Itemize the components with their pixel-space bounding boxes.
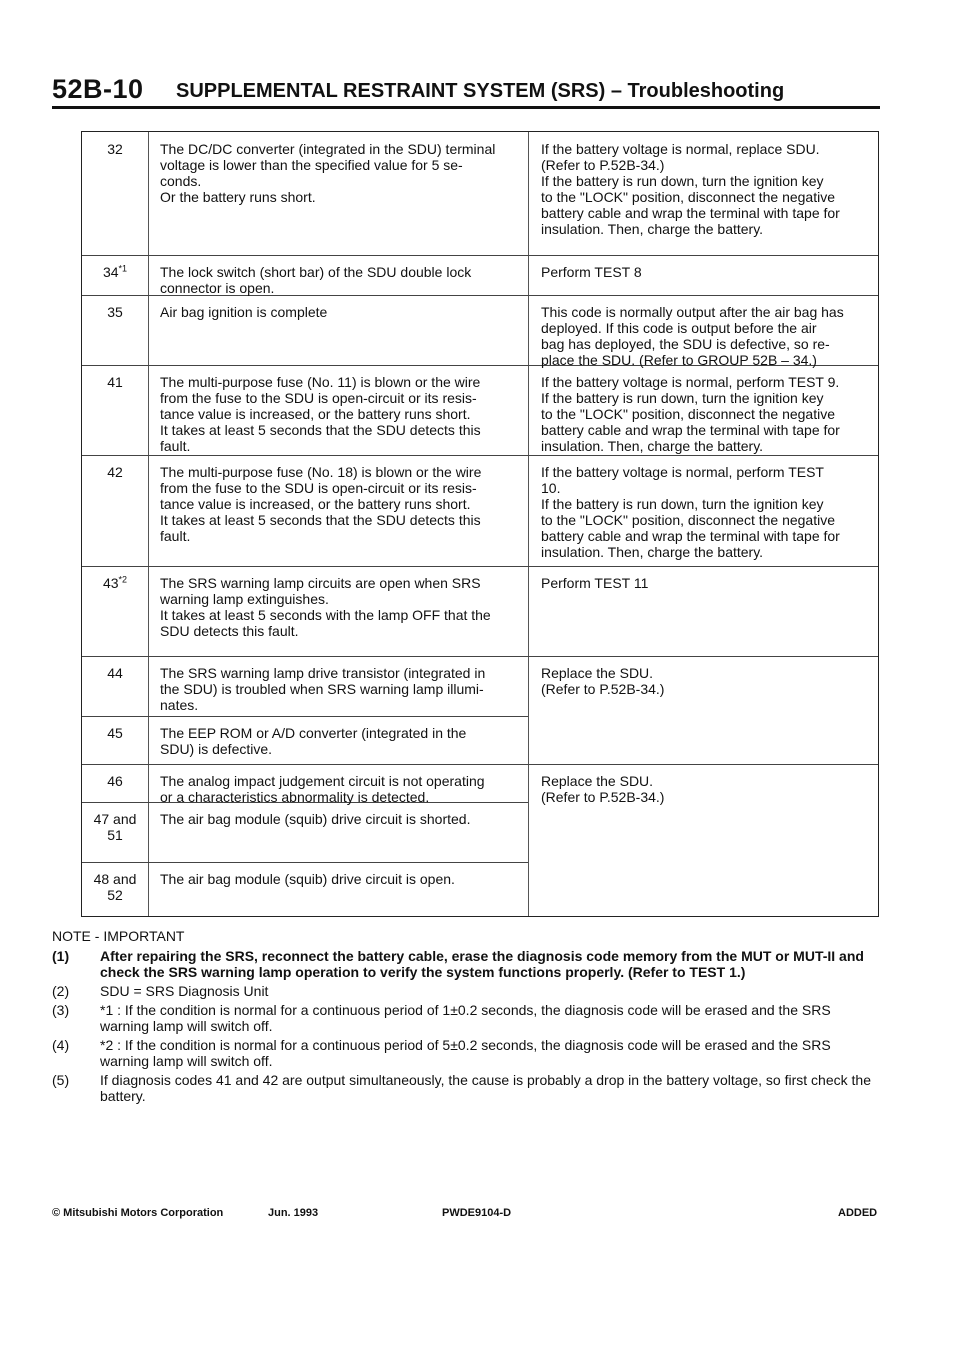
cause-line: nates. [160,697,199,713]
probable-cause [160,304,522,320]
diagnosis-code [82,575,148,591]
note-1 [52,948,882,980]
remedy-line: If the battery is run down, turn the ignition key [541,390,824,406]
cause-line: from the fuse to the SDU is open-circuit or its resis- [160,480,477,496]
code-number: 41 [107,374,123,390]
remedy [541,304,873,368]
note-text: If diagnosis codes 41 and 42 are output simultaneously, the cause is probably a drop in the battery voltage, so first check the battery. [100,1072,871,1104]
cause-line: from the fuse to the SDU is open-circuit or its resis- [160,390,477,406]
diagnosis-code [82,871,148,903]
header-rule [52,106,880,109]
table-row-divider [82,566,878,567]
cause-line: tance value is increased, or the battery runs short. [160,496,471,512]
table-row-divider [82,656,878,657]
cause-line: Air bag ignition is complete [160,304,328,320]
remedy [541,141,873,237]
remedy-line: 10. [541,480,561,496]
code-number: 47 and [93,811,137,827]
cause-line: It takes at least 5 seconds that the SDU detects this [160,512,481,528]
diagnosis-code [82,811,148,843]
remedy-line: (Refer to P.52B-34.) [541,157,665,173]
table-row-divider [82,862,528,863]
cause-line: conds. [160,173,202,189]
probable-cause [160,264,522,296]
remedy-line: Replace the SDU. [541,773,654,789]
probable-cause [160,665,522,713]
remedy-line: Perform TEST 8 [541,264,642,280]
diagnosis-code [82,374,148,390]
remedy-line: If the battery voltage is normal, replace SDU. [541,141,820,157]
table-row-divider [82,255,878,256]
remedy [541,374,873,454]
page-number: 52B-10 [52,74,144,104]
probable-cause [160,811,522,827]
cause-line: the SDU) is troubled when SRS warning lamp illumi- [160,681,484,697]
table-divider-code [148,132,149,916]
footer-status: ADDED [838,1207,878,1219]
diagnosis-code [82,304,148,320]
cause-line: connector is open. [160,280,275,296]
diagnosis-code [82,264,148,280]
remedy-line: battery cable and wrap the terminal with tape for [541,528,840,544]
cause-line: The air bag module (squib) drive circuit is open. [160,871,455,887]
cause-line: The DC/DC converter (integrated in the SDU) terminal [160,141,496,157]
cause-line: The lock switch (short bar) of the SDU double lock [160,264,472,280]
code-number: 42 [107,464,123,480]
remedy-line: insulation. Then, charge the battery. [541,544,764,560]
cause-line: tance value is increased, or the battery runs short. [160,406,471,422]
probable-cause [160,871,522,887]
note-text: *1 : If the condition is normal for a continuous period of 1±0.2 seconds, the diagnosis code will be erased and the SRS warning lamp will switch off. [100,1002,831,1034]
cause-line: Or the battery runs short. [160,189,316,205]
probable-cause [160,725,522,757]
cause-line: It takes at least 5 seconds with the lamp OFF that the [160,607,491,623]
note-number: (4) [52,1037,70,1053]
note-number: (5) [52,1072,70,1088]
remedy-line: If the battery is run down, turn the ignition key [541,496,824,512]
remedy-line: If the battery is run down, turn the ignition key [541,173,824,189]
remedy [541,773,873,805]
note-text: After repairing the SRS, reconnect the battery cable, erase the diagnosis code memory from the MUT or MUT-II and check the SRS warning lamp operation to verify the system functions properly. (Refer to TEST 1.) [100,948,864,980]
code-number: 46 [107,773,123,789]
code-number: 35 [107,304,123,320]
remedy-line: bag has deployed, the SDU is defective, so re- [541,336,830,352]
diagnosis-code [82,665,148,681]
code-footnote-mark: *2 [118,574,128,585]
probable-cause [160,464,522,544]
code-number: 48 and [93,871,137,887]
cause-line: The multi-purpose fuse (No. 11) is blown or the wire [160,374,481,390]
diagnosis-code [82,141,148,157]
cause-line: It takes at least 5 seconds that the SDU detects this [160,422,481,438]
table-row-divider [82,716,528,717]
note-3 [52,1002,882,1034]
remedy-line: place the SDU. (Refer to GROUP 52B – 34.) [541,352,817,368]
table-row-divider [82,455,878,456]
diagnosis-code-table [81,131,879,917]
footer-copyright: © Mitsubishi Motors Corporation [52,1207,224,1219]
code-number-second: 51 [107,827,123,843]
cause-line: The EEP ROM or A/D converter (integrated in the [160,725,467,741]
cause-line: The SRS warning lamp circuits are open when SRS [160,575,481,591]
notes-section [52,928,882,1107]
remedy-line: Replace the SDU. [541,665,654,681]
diagnosis-code [82,464,148,480]
note-5 [52,1072,882,1104]
note-number: (3) [52,1002,70,1018]
remedy-line: battery cable and wrap the terminal with tape for [541,422,840,438]
probable-cause [160,575,522,639]
remedy [541,264,873,280]
remedy-line: insulation. Then, charge the battery. [541,438,764,454]
notes-title: NOTE - IMPORTANT [52,928,185,944]
diagnosis-code [82,773,148,789]
probable-cause [160,374,522,454]
footer-date: Jun. 1993 [268,1207,319,1219]
remedy-line: If the battery voltage is normal, perform TEST [541,464,824,480]
note-2 [52,983,882,999]
cause-line: fault. [160,438,191,454]
note-text: *2 : If the condition is normal for a continuous period of 5±0.2 seconds, the diagnosis code will be erased and the SRS warning lamp will switch off. [100,1037,831,1069]
cause-line: warning lamp extinguishes. [160,591,329,607]
code-number-second: 52 [107,887,123,903]
code-number: 45 [107,725,123,741]
remedy [541,665,873,697]
remedy-line: This code is normally output after the air bag has [541,304,844,320]
code-number: 43 [102,575,119,591]
footer-doc-code: PWDE9104-D [442,1207,512,1219]
cause-line: The air bag module (squib) drive circuit is shorted. [160,811,471,827]
remedy-line: to the "LOCK" position, disconnect the negative [541,512,836,528]
cause-line: The SRS warning lamp drive transistor (integrated in [160,665,486,681]
remedy-line: to the "LOCK" position, disconnect the negative [541,406,836,422]
remedy-line: If the battery voltage is normal, perform TEST 9. [541,374,840,390]
code-number: 44 [107,665,123,681]
code-number: 32 [107,141,123,157]
code-number: 34 [102,264,119,280]
cause-line: SDU) is defective. [160,741,273,757]
cause-line: The multi-purpose fuse (No. 18) is blown or the wire [160,464,482,480]
remedy-line: Perform TEST 11 [541,575,649,591]
remedy-line: (Refer to P.52B-34.) [541,681,665,697]
probable-cause [160,773,522,805]
remedy-line: deployed. If this code is output before the air [541,320,817,336]
table-divider-remedy [528,132,529,916]
note-4 [52,1037,882,1069]
remedy-line: insulation. Then, charge the battery. [541,221,764,237]
cause-line: fault. [160,528,191,544]
diagnosis-code [82,725,148,741]
note-number: (1) [52,948,70,964]
remedy [541,575,873,591]
table-row-divider [82,764,878,765]
remedy [541,464,873,560]
page-title: SUPPLEMENTAL RESTRAINT SYSTEM (SRS) – Troubleshooting [176,80,785,102]
note-number: (2) [52,983,70,999]
remedy-line: to the "LOCK" position, disconnect the negative [541,189,836,205]
page-header [52,72,880,106]
note-text: SDU = SRS Diagnosis Unit [100,983,269,999]
cause-line: SDU detects this fault. [160,623,299,639]
probable-cause [160,141,522,205]
remedy-line: (Refer to P.52B-34.) [541,789,665,805]
cause-line: voltage is lower than the specified value for 5 se- [160,157,463,173]
remedy-line: battery cable and wrap the terminal with tape for [541,205,840,221]
cause-line: or a characteristics abnormality is detected. [160,789,430,805]
cause-line: The analog impact judgement circuit is not operating [160,773,485,789]
code-footnote-mark: *1 [118,263,128,274]
